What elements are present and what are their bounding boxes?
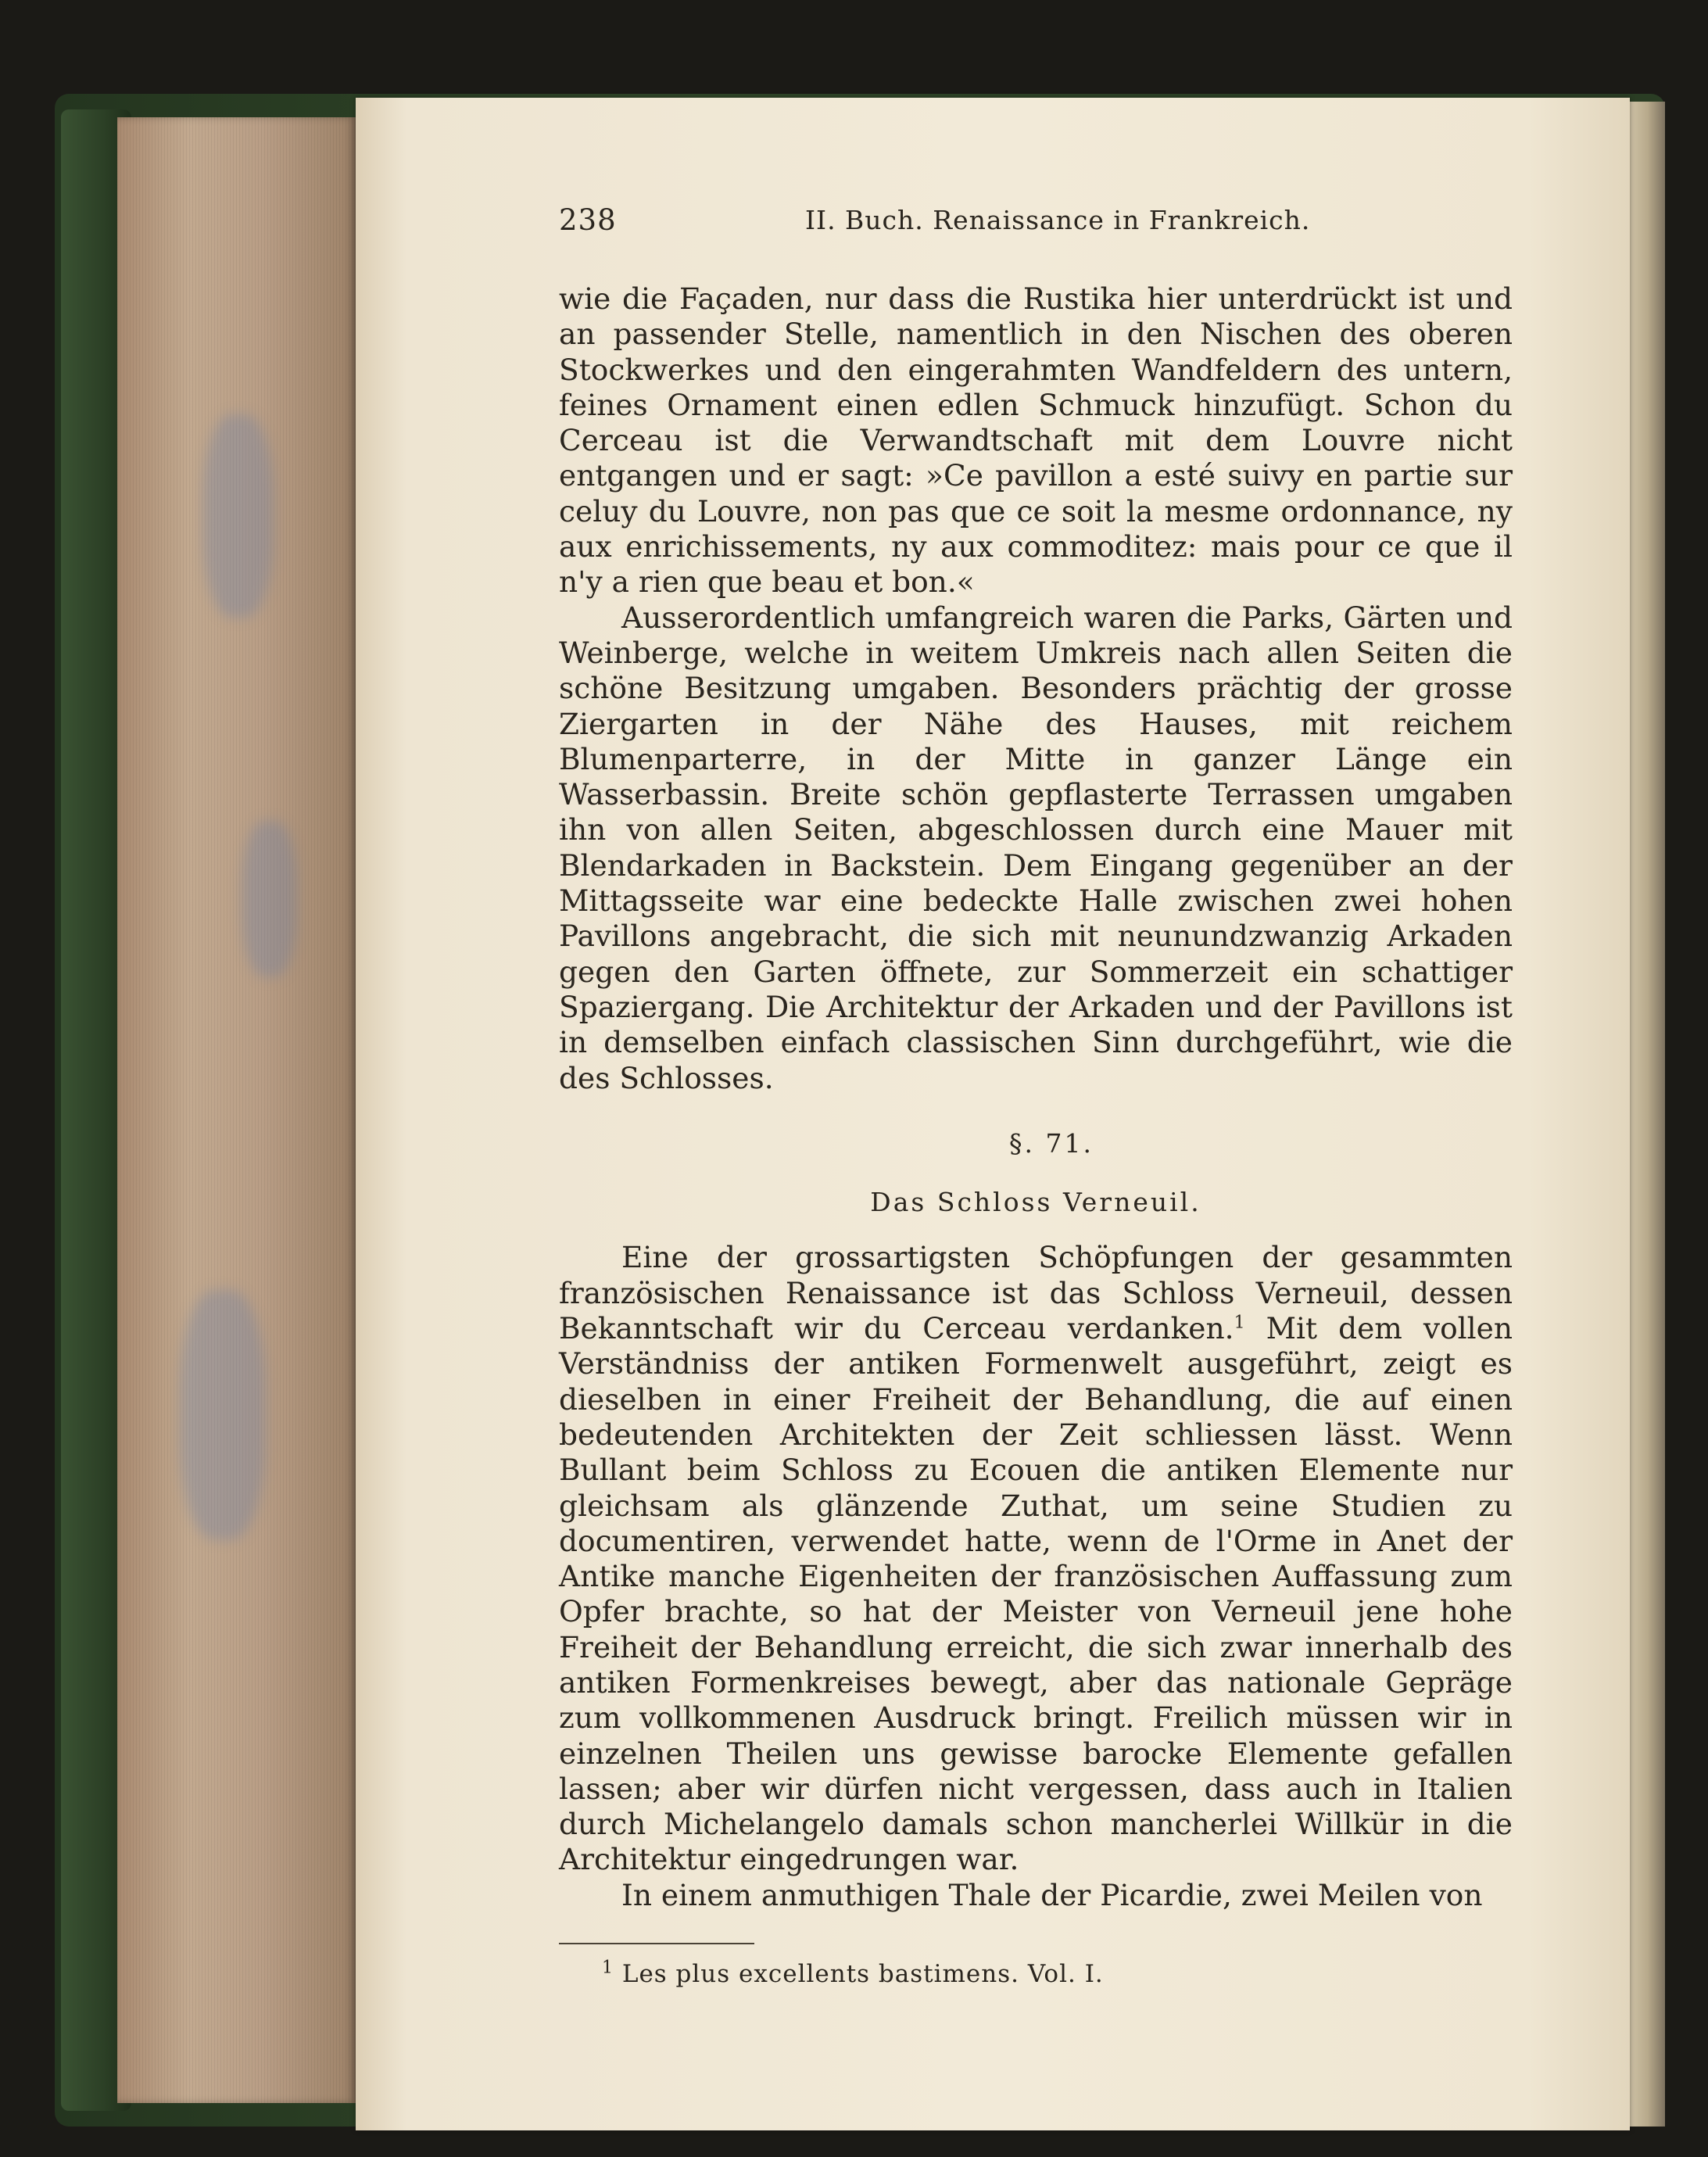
- paragraph-text: Eine der grossartigsten Schöpfungen der gesammten französischen Renaissance ist das Schloss Verneuil, dessen Bekanntschaft wir du Cerceau verdanken.: [559, 1240, 1513, 1346]
- footnote-text: Les plus excellents bastimens. Vol. I.: [614, 1960, 1104, 1989]
- page-stain: [203, 414, 274, 618]
- paragraph: In einem anmuthigen Thale der Picardie, zwei Meilen von: [621, 1877, 1483, 1912]
- running-header: [559, 203, 1513, 250]
- footnote-reference[interactable]: 1: [1234, 1313, 1245, 1333]
- section-title: Das Schloss Verneuil.: [870, 1187, 1201, 1218]
- paragraph: wie die Façaden, nur dass die Rustika hier unterdrückt ist und an passender Stelle, namentlich in den Nischen des oberen Stockwerkes und den eingerahmten Wandfeldern des untern, feines Ornament einen edlen Schmuck hinzufügt. Schon du Cerceau ist die Verwandtschaft mit dem Louvre nicht entgangen und er sagt: »Ce pavillon a esté suivy en partie sur celuy du Louvre, non pas que ce soit la mesme ordonnance, ny aux enrichissements, ny aux commoditez: mais pour ce que il n'y a rien que beau et bon.«: [559, 281, 1513, 600]
- page-stain: [242, 821, 297, 977]
- footnote-divider: [559, 1943, 754, 1944]
- footnote: [559, 1957, 1513, 1992]
- paragraph: [559, 1240, 1513, 1877]
- page-text: [559, 203, 1513, 1992]
- page-number: 238: [559, 203, 617, 237]
- page-stain: [180, 1290, 266, 1540]
- running-title: II. Buch. Renaissance in Frankreich.: [805, 205, 1311, 235]
- paragraph-text: Mit dem vollen Verständniss der antiken Formenwelt ausgeführt, zeigt es dieselben in einer Freiheit der Behandlung, die auf einen bedeutenden Architekten der Zeit schliessen lässt. Wenn Bullant beim Schloss zu Ecouen die antiken Elemente nur gleichsam als glänzende Zuthat, um seine Studien zu documentiren, verwendet hatte, wenn de l'Orme in Anet der Antike manche Eigenheiten der französischen Auffassung zum Opfer brachte, so hat der Meister von Verneuil jene hohe Freiheit der Behandlung erreicht, die sich zwar innerhalb des antiken Formenkreises bewegt, aber das nationale Gepräge zum vollkommenen Ausdruck bringt. Freilich müssen wir in einzelnen Theilen uns gewisse barocke Elemente gefallen lassen; aber wir dürfen nicht vergessen, dass auch in Italien durch Michelangelo damals schon mancherlei Willkür in die Architektur eingedrungen war.: [559, 1311, 1513, 1877]
- body-text: [559, 281, 1513, 1992]
- page-edge-stack: [117, 117, 356, 2103]
- paragraph: Ausserordentlich umfangreich waren die Parks, Gärten und Weinberge, welche in weitem Umkreis nach allen Seiten die schöne Besitzung umgaben. Besonders prächtig der grosse Ziergarten in der Nähe des Hauses, mit reichem Blumenparterre, in der Mitte in ganzer Länge ein Wasserbassin. Breite schön gepflasterte Terrassen umgaben ihn von allen Seiten, abgeschlossen durch eine Mauer mit Blendarkaden in Backstein. Dem Eingang gegenüber an der Mittagsseite war eine bedeckte Halle zwischen zwei hohen Pavillons angebracht, die sich mit neunundzwanzig Arkaden gegen den Garten öffnete, zur Sommerzeit ein schattiger Spaziergang. Die Architektur der Arkaden und der Pavillons ist in demselben einfach classischen Sinn durchgeführt, wie die des Schlosses.: [559, 600, 1513, 1095]
- footnote-mark: 1: [602, 1958, 614, 1978]
- section-number: §. 71.: [1009, 1127, 1094, 1159]
- facing-page-edge: [1630, 102, 1665, 2127]
